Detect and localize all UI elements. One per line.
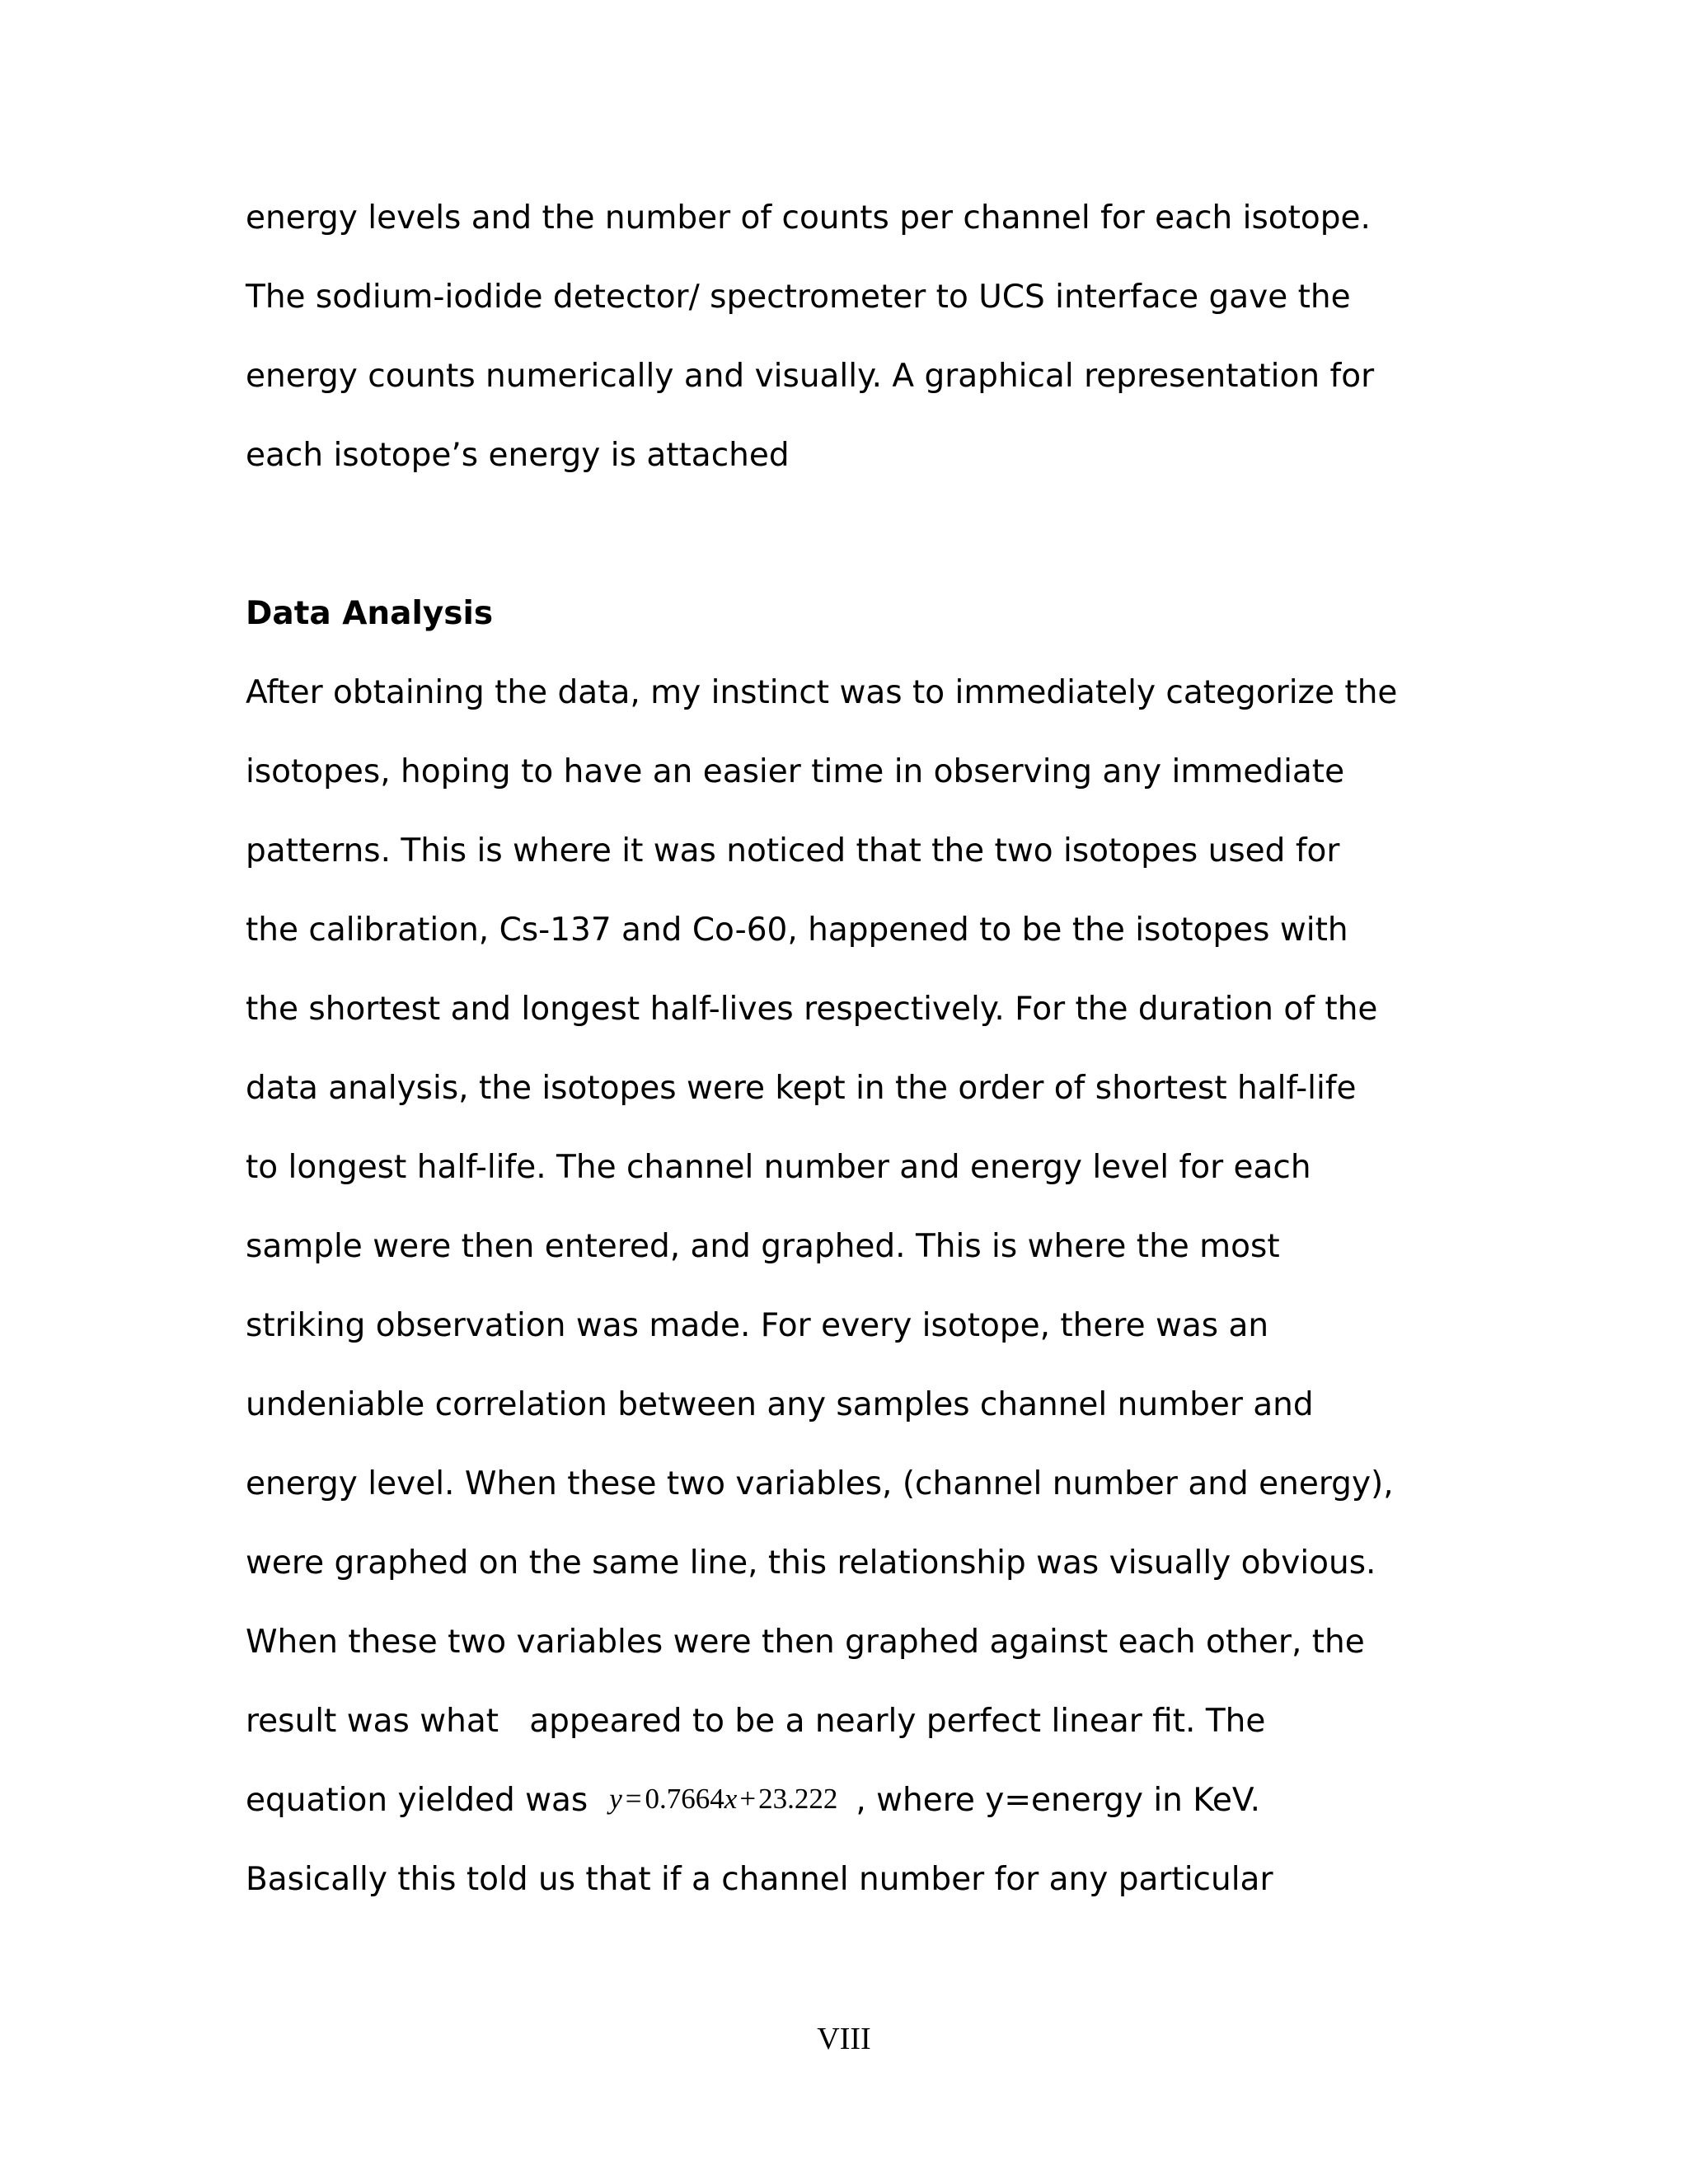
analysis-line-12: were graphed on the same line, this relationship was visually obvious.	[246, 1544, 1376, 1582]
analysis-line-3: patterns. This is where it was noticed that the two isotopes used for	[246, 832, 1340, 869]
equation-equals: =	[625, 1783, 642, 1815]
analysis-line-11: energy level. When these two variables, (channel number and energy),	[246, 1465, 1394, 1502]
section-heading: Data Analysis	[246, 595, 494, 632]
page-number: VIII	[817, 2022, 871, 2056]
analysis-line-13: When these two variables were then graphed against each other, the	[246, 1624, 1365, 1661]
intro-line-2: The sodium-iodide detector/ spectrometer to UCS interface gave the	[246, 279, 1351, 316]
equation-slope: 0.7664	[645, 1783, 724, 1815]
equation-intercept: 23.222	[758, 1783, 838, 1815]
equation-suffix: , where y=energy in KeV.	[856, 1782, 1260, 1819]
analysis-line-2: isotopes, hoping to have an easier time in observing any immediate	[246, 753, 1345, 790]
analysis-line-1: After obtaining the data, my instinct was to immediately categorize the	[246, 674, 1398, 711]
analysis-line-14: result was what appeared to be a nearly perfect linear fit. The	[246, 1703, 1266, 1740]
analysis-last-line: Basically this told us that if a channel number for any particular	[246, 1861, 1273, 1898]
equation-x-variable: x	[724, 1783, 738, 1815]
analysis-line-6: data analysis, the isotopes were kept in the order of shortest half-life	[246, 1070, 1357, 1107]
analysis-line-7: to longest half-life. The channel number and energy level for each	[246, 1149, 1311, 1186]
equation-y-variable: y	[609, 1783, 622, 1815]
analysis-line-10: undeniable correlation between any samples channel number and	[246, 1386, 1314, 1423]
analysis-line-5: the shortest and longest half-lives respectively. For the duration of the	[246, 991, 1378, 1028]
equation-plus: +	[739, 1783, 757, 1815]
analysis-line-8: sample were then entered, and graphed. This is where the most	[246, 1228, 1280, 1265]
analysis-line-4: the calibration, Cs-137 and Co-60, happened to be the isotopes with	[246, 912, 1348, 949]
equation-prefix: equation yielded was	[246, 1782, 588, 1819]
intro-line-1: energy levels and the number of counts per channel for each isotope.	[246, 199, 1371, 237]
linear-fit-equation	[609, 1779, 837, 1819]
intro-line-4: each isotope’s energy is attached	[246, 437, 790, 474]
equation-line	[246, 1781, 1260, 1821]
intro-line-3: energy counts numerically and visually. A graphical representation for	[246, 358, 1375, 395]
analysis-line-9: striking observation was made. For every isotope, there was an	[246, 1307, 1269, 1344]
